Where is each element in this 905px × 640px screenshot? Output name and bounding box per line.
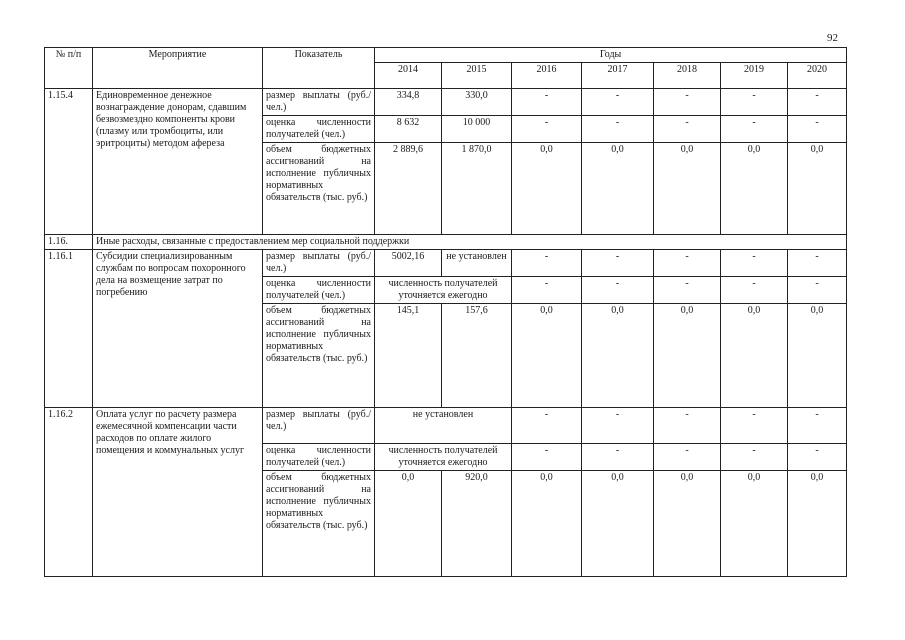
header-measure: Мероприятие <box>93 48 263 89</box>
indicator-cell: размер выплаты (руб./ чел.) <box>263 408 375 444</box>
value-cell: 0,0 <box>375 471 442 577</box>
value-cell: - <box>654 444 721 471</box>
value-cell: - <box>788 408 847 444</box>
value-cell: - <box>788 116 847 143</box>
value-cell: 920,0 <box>442 471 512 577</box>
header-years: Годы <box>375 48 847 63</box>
indicator-cell: объем бюджетных ассигнований на исполнение публичных нормативных обязательств (тыс. руб.) <box>263 471 375 577</box>
indicator-cell: объем бюджетных ассигнований на исполнение публичных нормативных обязательств (тыс. руб.) <box>263 143 375 235</box>
value-cell: - <box>788 277 847 304</box>
value-cell: - <box>582 444 654 471</box>
value-cell: - <box>788 250 847 277</box>
value-cell: - <box>788 444 847 471</box>
value-cell: - <box>654 116 721 143</box>
value-cell: - <box>654 250 721 277</box>
row-number: 1.15.4 <box>45 89 93 235</box>
value-cell: 0,0 <box>512 304 582 408</box>
value-cell: - <box>721 277 788 304</box>
value-cell: 0,0 <box>582 471 654 577</box>
value-cell: 0,0 <box>512 143 582 235</box>
year-header: 2015 <box>442 63 512 89</box>
indicator-cell: оценка численности получателей (чел.) <box>263 444 375 471</box>
value-cell: - <box>582 408 654 444</box>
value-cell: - <box>582 250 654 277</box>
value-cell: 0,0 <box>721 471 788 577</box>
value-cell: - <box>788 89 847 116</box>
value-cell: 5002,16 <box>375 250 442 277</box>
value-cell: - <box>721 250 788 277</box>
value-cell: 0,0 <box>721 143 788 235</box>
row-number: 1.16. <box>45 235 93 250</box>
section-row <box>45 235 847 250</box>
value-cell: 0,0 <box>788 304 847 408</box>
value-cell: 0,0 <box>582 304 654 408</box>
value-cell: 0,0 <box>654 304 721 408</box>
value-cell: - <box>512 277 582 304</box>
value-cell: - <box>721 116 788 143</box>
budget-table <box>44 47 847 577</box>
section-title: Иные расходы, связанные с предоставлением мер социальной поддержки <box>93 235 847 250</box>
indicator-cell: оценка численности получателей (чел.) <box>263 277 375 304</box>
value-cell: - <box>582 89 654 116</box>
year-header: 2018 <box>654 63 721 89</box>
value-cell: 0,0 <box>788 143 847 235</box>
value-cell: - <box>721 408 788 444</box>
value-cell: 0,0 <box>721 304 788 408</box>
value-cell: не установлен <box>442 250 512 277</box>
value-cell: 0,0 <box>512 471 582 577</box>
value-cell: - <box>654 89 721 116</box>
indicator-cell: размер выплаты (руб./ чел.) <box>263 89 375 116</box>
value-cell: - <box>512 89 582 116</box>
value-cell: 334,8 <box>375 89 442 116</box>
measure-cell: Субсидии специализированным службам по вопросам похоронного дела на возмещение затрат по погребению <box>93 250 263 408</box>
value-cell: 0,0 <box>582 143 654 235</box>
value-cell: 1 870,0 <box>442 143 512 235</box>
year-header: 2020 <box>788 63 847 89</box>
header-indicator: Показатель <box>263 48 375 89</box>
header-row <box>45 48 847 63</box>
value-cell: - <box>512 444 582 471</box>
value-cell: 0,0 <box>654 143 721 235</box>
year-header: 2016 <box>512 63 582 89</box>
indicator-cell: размер выплаты (руб./ чел.) <box>263 250 375 277</box>
value-cell: - <box>512 116 582 143</box>
value-cell: - <box>721 89 788 116</box>
value-cell: - <box>512 408 582 444</box>
value-cell: 0,0 <box>654 471 721 577</box>
merged-value-cell: численность получателей уточняется ежегодно <box>375 444 512 471</box>
measure-cell: Оплата услуг по расчету размера ежемесячной компенсации части расходов по оплате жилого помещения и коммунальных услуг <box>93 408 263 577</box>
value-cell: - <box>582 116 654 143</box>
value-cell: - <box>721 444 788 471</box>
table-row <box>45 89 847 116</box>
value-cell: 145,1 <box>375 304 442 408</box>
value-cell: - <box>582 277 654 304</box>
value-cell: 330,0 <box>442 89 512 116</box>
value-cell: 10 000 <box>442 116 512 143</box>
value-cell: 2 889,6 <box>375 143 442 235</box>
value-cell: - <box>512 250 582 277</box>
value-cell: 157,6 <box>442 304 512 408</box>
table-row <box>45 250 847 277</box>
measure-cell: Единовременное денежное вознаграждение донорам, сдавшим безвозмездно компоненты крови (плазму или тромбоциты, или эритроциты) методом афереза <box>93 89 263 235</box>
value-cell: 8 632 <box>375 116 442 143</box>
indicator-cell: оценка численности получателей (чел.) <box>263 116 375 143</box>
value-cell: 0,0 <box>788 471 847 577</box>
merged-value-cell: численность получателей уточняется ежегодно <box>375 277 512 304</box>
page-number: 92 <box>827 32 838 44</box>
merged-value-cell: не установлен <box>375 408 512 444</box>
value-cell: - <box>654 408 721 444</box>
row-number: 1.16.1 <box>45 250 93 408</box>
year-header: 2019 <box>721 63 788 89</box>
row-number: 1.16.2 <box>45 408 93 577</box>
header-no: № п/п <box>45 48 93 89</box>
table-row <box>45 408 847 444</box>
year-header: 2017 <box>582 63 654 89</box>
value-cell: - <box>654 277 721 304</box>
year-header: 2014 <box>375 63 442 89</box>
indicator-cell: объем бюджетных ассигнований на исполнение публичных нормативных обязательств (тыс. руб.) <box>263 304 375 408</box>
